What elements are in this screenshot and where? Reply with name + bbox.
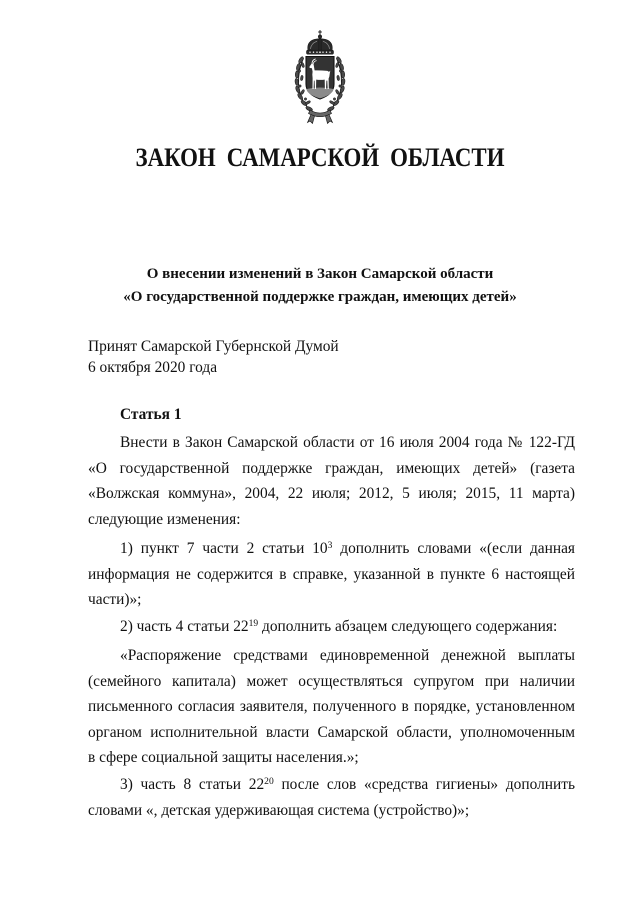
coat-of-arms-icon — [289, 30, 351, 124]
adoption-body: Принят Самарской Губернской Думой — [88, 338, 339, 355]
adoption-date: 6 октября 2020 года — [88, 359, 218, 376]
paragraph-line: «О государственной поддержке граждан, имеющих детей» (газета — [88, 459, 575, 477]
item-tail: после слов «средства гигиены» дополнить — [273, 776, 576, 793]
amendment-item-2 — [88, 614, 575, 640]
quoted-paragraph — [88, 643, 575, 771]
law-title: ЗАКОН САМАРСКОЙ ОБЛАСТИ — [135, 143, 505, 172]
paragraph-line: словами «, детская удерживающая система (устройство)»; — [88, 801, 470, 819]
law-subtitle — [0, 263, 640, 309]
paragraph-line: части)»; — [88, 591, 142, 608]
amendment-item-3 — [88, 772, 575, 823]
paragraph-line: Внести в Закон Самарской области от 16 июля 2004 года № 122-ГД — [120, 434, 575, 451]
subtitle-line: О внесении изменений в Закон Самарской области — [146, 266, 494, 282]
superscript: 20 — [264, 776, 274, 788]
subtitle-line: «О государственной поддержке граждан, имеющих детей» — [123, 289, 517, 305]
paragraph-line — [120, 614, 575, 640]
article-heading: Статья 1 — [120, 406, 182, 423]
item-tail: дополнить абзацем следующего содержания: — [258, 618, 558, 635]
item-lead: 2) часть 4 статьи 22 — [120, 618, 249, 635]
article-intro-paragraph — [88, 430, 575, 532]
paragraph-line: в сфере социальной защиты населения.»; — [88, 749, 359, 766]
item-lead: 3) часть 8 статьи 22 — [120, 776, 265, 793]
superscript: 19 — [248, 618, 259, 630]
paragraph-line: информация не содержится в справке, указанной в пункте 6 настоящей — [88, 565, 575, 583]
paragraph-line — [120, 772, 575, 798]
paragraph-line: следующие изменения: — [88, 510, 241, 528]
superscript: 3 — [327, 540, 333, 552]
paragraph-line: «Волжская коммуна», 2004, 22 июля; 2012, 5 июля; 2015, 11 марта) — [88, 485, 575, 502]
paragraph-line: письменного согласия заявителя, полученного в порядке, установленном — [88, 698, 575, 715]
paragraph-line — [120, 536, 575, 562]
paragraph-line: «Распоряжение средствами единовременной денежной выплаты — [120, 647, 575, 664]
adoption-info — [88, 336, 339, 378]
paragraph-line: органом исполнительной власти Самарской области, уполномоченным — [88, 723, 575, 741]
amendment-item-1 — [88, 536, 575, 613]
paragraph-line: (семейного капитала) может осуществляться супругом при наличии — [88, 672, 575, 690]
item-tail: дополнить словами «(если данная — [332, 540, 575, 557]
item-lead: 1) пункт 7 части 2 статьи 10 — [120, 540, 328, 557]
